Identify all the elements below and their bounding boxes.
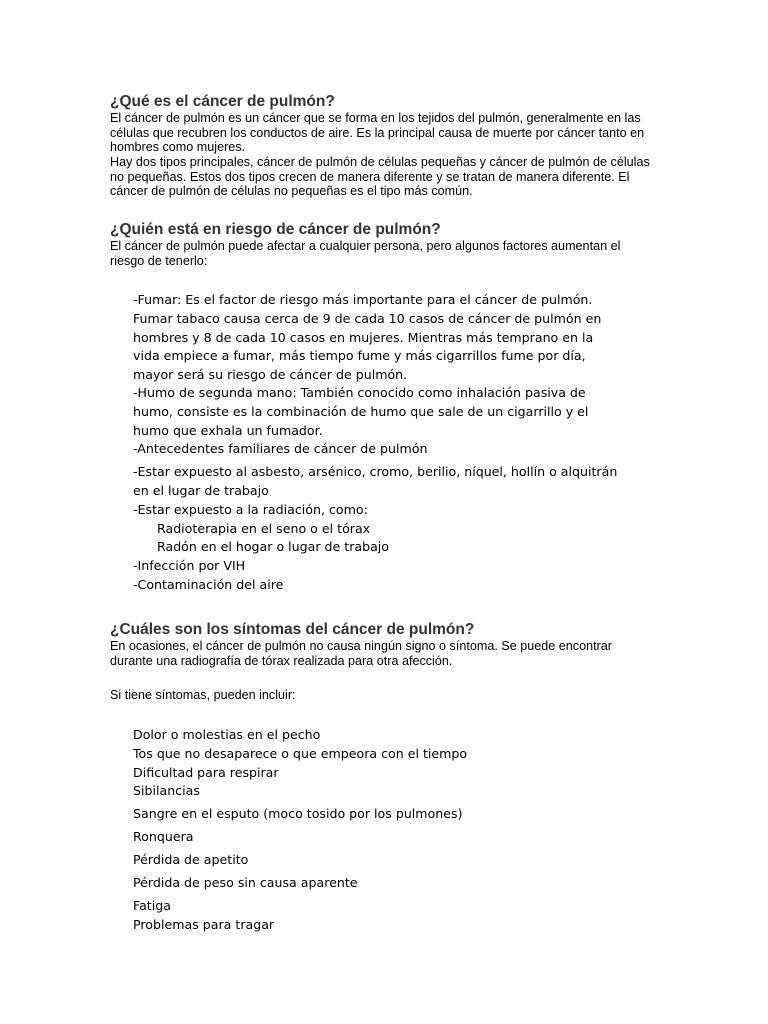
- list-item: Dolor o molestias en el pecho: [133, 727, 321, 742]
- list-line: -Fumar: Es el factor de riesgo más importante para el cáncer de pulmón.: [133, 292, 593, 307]
- paragraph: En ocasiones, el cáncer de pulmón no causa ningún signo o síntoma. Se puede encontrar durante una radiografía de tórax realizada para otra afección.: [110, 639, 612, 668]
- list-item: Ronquera: [133, 829, 194, 844]
- section-title: ¿Qué es el cáncer de pulmón?: [110, 93, 335, 110]
- list-item: Problemas para tragar: [133, 917, 275, 932]
- paragraph: Hay dos tipos principales, cáncer de pulmón de células pequeñas y cáncer de pulmón de células no pequeñas. Estos dos tipos crecen de manera diferente y se tratan de manera diferente. El cáncer de pulmón de células no pequeñas es el tipo más común.: [110, 155, 650, 199]
- list-item: Dificultad para respirar: [133, 765, 279, 780]
- section-title: ¿Cuáles son los síntomas del cáncer de pulmón?: [110, 621, 475, 638]
- paragraph: El cáncer de pulmón puede afectar a cualquier persona, pero algunos factores aumentan el riesgo de tenerlo:: [110, 239, 621, 268]
- section-title: ¿Quién está en riesgo de cáncer de pulmón?: [110, 221, 441, 238]
- list-item: Fatiga: [133, 898, 171, 913]
- list-line: -Antecedentes familiares de cáncer de pulmón: [133, 441, 428, 456]
- list-item: Sangre en el esputo (moco tosido por los pulmones): [133, 806, 463, 821]
- list-line: -Estar expuesto al asbesto, arsénico, cromo, berilio, níquel, hollín o alquitrán: [133, 464, 618, 479]
- list-line: humo, consiste es la combinación de humo que sale de un cigarrillo y el: [133, 404, 589, 419]
- paragraph: Si tiene síntomas, pueden incluir:: [110, 688, 296, 702]
- list-line: vida empiece a fumar, más tiempo fume y más cigarrillos fume por día,: [133, 348, 586, 363]
- list-line: -Humo de segunda mano: También conocido como inhalación pasiva de: [133, 385, 586, 400]
- list-line: Fumar tabaco causa cerca de 9 de cada 10 casos de cáncer de pulmón en: [133, 311, 602, 326]
- list-line-indented: Radón en el hogar o lugar de trabajo: [157, 539, 390, 554]
- list-line: -Estar expuesto a la radiación, como:: [133, 502, 368, 517]
- list-line: hombres y 8 de cada 10 casos en mujeres. Mientras más temprano en la: [133, 330, 594, 345]
- list-line: mayor será su riesgo de cáncer de pulmón.: [133, 367, 408, 382]
- list-item: Pérdida de peso sin causa aparente: [133, 875, 358, 890]
- list-line: en el lugar de trabajo: [133, 483, 269, 498]
- paragraph: El cáncer de pulmón es un cáncer que se forma en los tejidos del pulmón, generalmente en las células que recubren los conductos de aire. Es la principal causa de muerte por cáncer tanto en hombres como mujeres.: [110, 111, 645, 155]
- list-line: -Infección por VIH: [133, 558, 246, 573]
- list-item: Sibilancias: [133, 783, 200, 798]
- list-line-indented: Radioterapia en el seno o el tórax: [157, 521, 371, 536]
- list-line: -Contaminación del aire: [133, 577, 284, 592]
- list-line: humo que exhala un fumador.: [133, 423, 323, 438]
- list-item: Tos que no desaparece o que empeora con el tiempo: [133, 746, 468, 761]
- list-item: Pérdida de apetito: [133, 852, 249, 867]
